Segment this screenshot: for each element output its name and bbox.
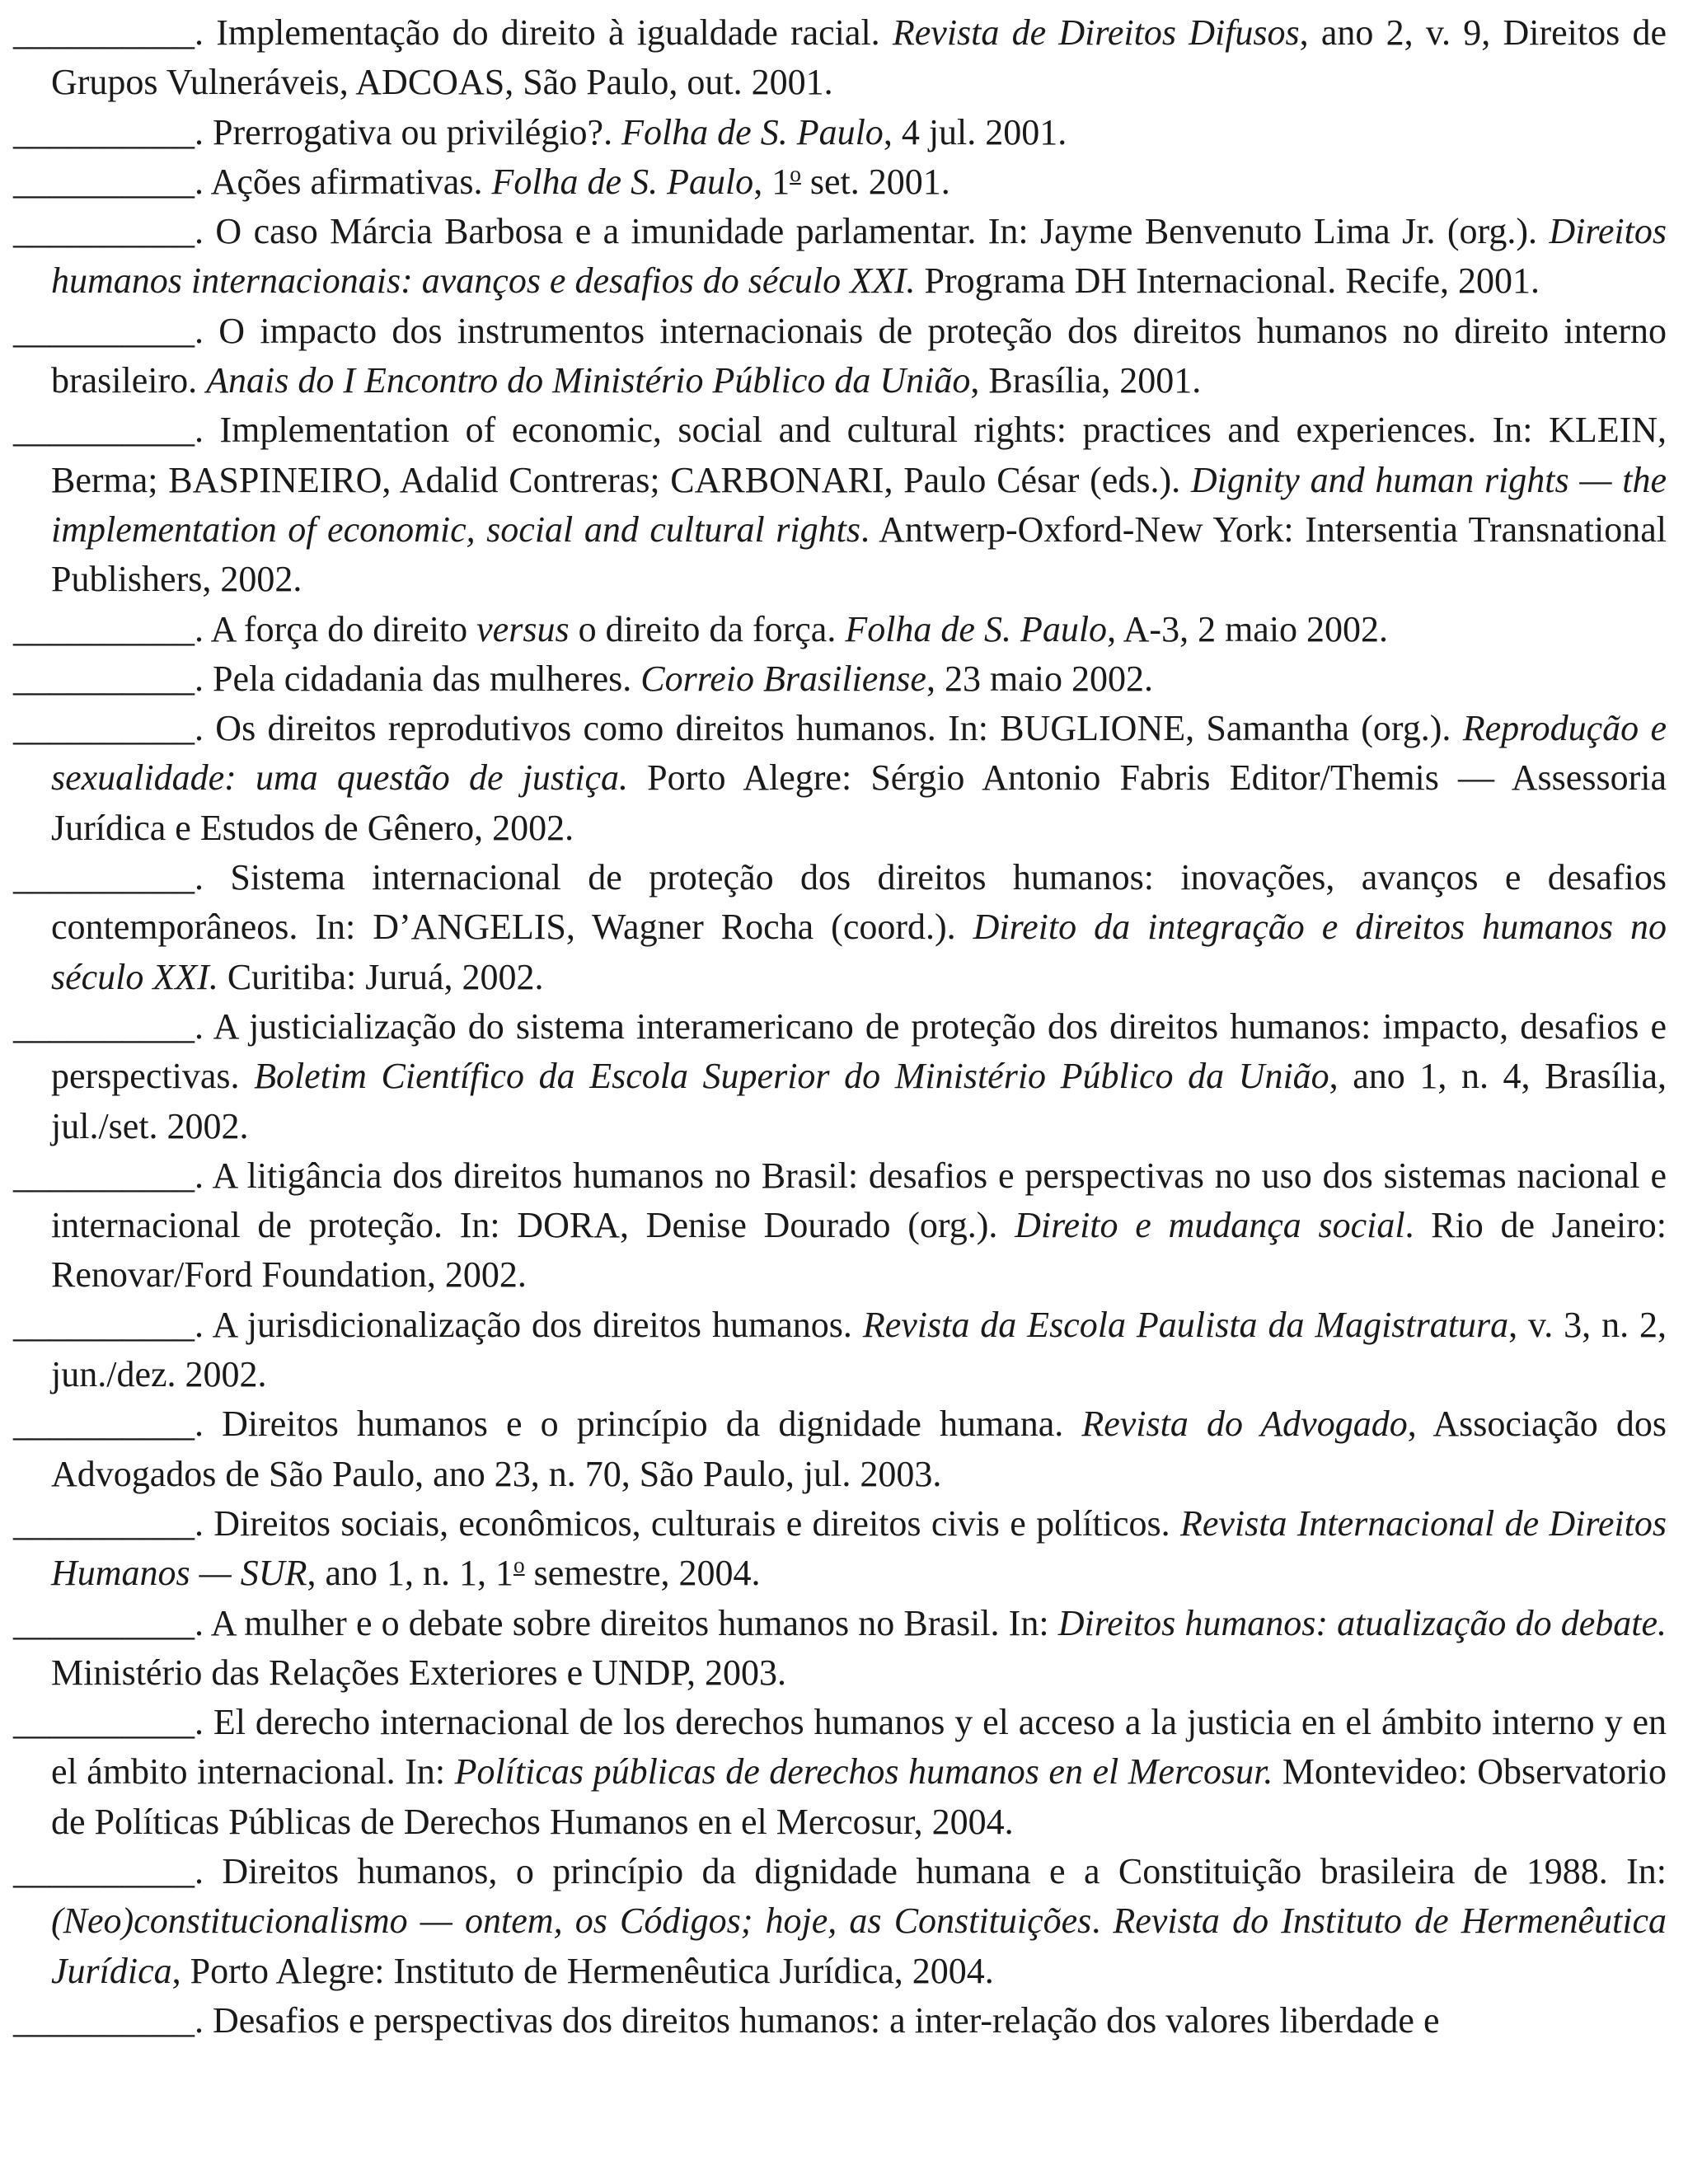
reference-text: . A força do direito (195, 608, 477, 649)
author-repeat-dash: __________ (13, 1702, 195, 1743)
reference-text: . Ações afirmativas. (195, 161, 492, 202)
reference-text: . (1091, 1900, 1114, 1942)
italic-title: Revista do Advogado (1081, 1404, 1408, 1445)
italic-title: Políticas públicas de derechos humanos en el Mercosur. (454, 1751, 1273, 1793)
reference-entry-17 (13, 1698, 1667, 1847)
reference-text: Montevideo: Observatorio de Políticas Públicas de Derechos Humanos en el Mercosur, 2004. (51, 1751, 1667, 1842)
reference-text: . Antwerp-Oxford-New York: Intersentia Transnational Publishers, 2002. (51, 509, 1667, 600)
reference-text: , Associação dos Advogados de São Paulo, ano 23, n. 70, São Paulo, jul. 2003. (51, 1404, 1667, 1494)
italic-title: Direitos humanos internacionais: avanços e desafios do século XXI. (51, 211, 1667, 302)
reference-text: . Direitos humanos e o princípio da dignidade humana. (195, 1404, 1082, 1445)
reference-text: Ministério das Relações Exteriores e UNDP, 2003. (51, 1652, 787, 1693)
reference-text: . A litigância dos direitos humanos no Brasil: desafios e perspectivas no uso dos sistemas nacional e internacional de proteção. In: DORA, Denise Dourado (org.). (51, 1155, 1667, 1246)
author-repeat-dash: __________ (13, 1005, 195, 1047)
author-repeat-dash: __________ (13, 857, 195, 898)
reference-entry-14 (13, 1399, 1667, 1499)
reference-text: , v. 3, n. 2, jun./dez. 2002. (51, 1304, 1667, 1395)
italic-title: Revista do Instituto de Hermenêutica Jurídica (51, 1900, 1667, 1991)
author-repeat-dash: __________ (13, 211, 195, 252)
author-repeat-dash: __________ (13, 608, 195, 649)
reference-entry-5 (13, 307, 1667, 406)
reference-text: . Direitos humanos, o princípio da dignidade humana e a Constituição brasileira de 1988. In: (195, 1850, 1667, 1891)
reference-text: . El derecho internacional de los derechos humanos y el acceso a la justicia en el ámbito interno y en el ámbito internacional. In: (51, 1702, 1667, 1793)
reference-text: , ano 1, n. 4, Brasília, jul./set. 2002. (51, 1056, 1667, 1146)
author-repeat-dash: __________ (13, 1155, 195, 1196)
reference-list (13, 8, 1667, 2046)
reference-entry-6 (13, 405, 1667, 604)
reference-text: , Porto Alegre: Instituto de Hermenêutica Jurídica, 2004. (171, 1950, 994, 1991)
reference-text: , 23 maio 2002. (926, 658, 1153, 699)
reference-entry-8 (13, 654, 1667, 704)
author-repeat-dash: __________ (13, 12, 195, 53)
reference-text: , ano 2, v. 9, Direitos de Grupos Vulneráveis, ADCOAS, São Paulo, out. 2001. (51, 12, 1667, 103)
reference-text: , 1 (753, 161, 790, 202)
italic-title: Folha de S. Paulo (845, 608, 1108, 649)
reference-entry-3 (13, 157, 1667, 207)
reference-text: . Os direitos reprodutivos como direitos humanos. In: BUGLIONE, Samantha (org.). (195, 708, 1463, 749)
author-repeat-dash: __________ (13, 1502, 195, 1544)
reference-text: . Rio de Janeiro: Renovar/Ford Foundation, 2002. (51, 1205, 1667, 1296)
ordinal-superscript: o (513, 1553, 525, 1578)
italic-title: Direito da integração e direitos humanos no século XXI. (51, 907, 1667, 997)
italic-title: Folha de S. Paulo (491, 161, 754, 202)
reference-entry-10 (13, 853, 1667, 1002)
reference-text: , A-3, 2 maio 2002. (1107, 608, 1389, 649)
reference-text: . Direitos sociais, econômicos, culturais e direitos civis e políticos. (195, 1502, 1180, 1544)
reference-entry-11 (13, 1002, 1667, 1151)
reference-text: . O impacto dos instrumentos internacionais de proteção dos direitos humanos no direito interno brasileiro. (51, 310, 1667, 401)
italic-title: versus (476, 608, 570, 649)
reference-entry-19 (13, 1996, 1667, 2046)
reference-text: . A justicialização do sistema interamericano de proteção dos direitos humanos: impacto, desafios e perspectivas. (51, 1005, 1667, 1097)
italic-title: Folha de S. Paulo (621, 111, 884, 152)
italic-title: (Neo)constitucionalismo — ontem, os Códigos; hoje, as Constituições (51, 1900, 1092, 1942)
author-repeat-dash: __________ (13, 310, 195, 351)
author-repeat-dash: __________ (13, 658, 195, 699)
reference-text: Porto Alegre: Sérgio Antonio Fabris Editor/Themis — Assessoria Jurídica e Estudos de Gênero, 2002. (51, 757, 1667, 848)
author-repeat-dash: __________ (13, 161, 195, 202)
italic-title: Revista da Escola Paulista da Magistratura (862, 1304, 1509, 1345)
italic-title: Revista de Direitos Difusos (892, 12, 1300, 53)
ordinal-superscript: o (790, 161, 801, 186)
author-repeat-dash: __________ (13, 1850, 195, 1891)
reference-text: . Implementation of economic, social and cultural rights: practices and experiences. In: KLEIN, Berma; BASPINEIRO, Adalid Contreras; CARBONARI, Paulo César (eds.). (51, 410, 1667, 500)
author-repeat-dash: __________ (13, 1304, 195, 1345)
reference-text: Programa DH Internacional. Recife, 2001. (915, 260, 1540, 302)
author-repeat-dash: __________ (13, 111, 195, 152)
author-repeat-dash: __________ (13, 410, 195, 451)
reference-text: . Desafios e perspectivas dos direitos humanos: a inter-relação dos valores liberdade e (195, 1999, 1440, 2041)
author-repeat-dash: __________ (13, 1999, 195, 2041)
reference-entry-1 (13, 8, 1667, 108)
reference-text: . Pela cidadania das mulheres. (195, 658, 641, 699)
reference-text: . O caso Márcia Barbosa e a imunidade parlamentar. In: Jayme Benvenuto Lima Jr. (org.). (195, 211, 1550, 252)
reference-text: . Implementação do direito à igualdade racial. (195, 12, 893, 53)
italic-title: Direitos humanos: atualização do debate. (1057, 1602, 1667, 1643)
reference-entry-2 (13, 108, 1667, 157)
italic-title: Anais do I Encontro do Ministério Público da União (206, 360, 971, 401)
reference-entry-13 (13, 1301, 1667, 1400)
author-repeat-dash: __________ (13, 708, 195, 749)
italic-title: Direito e mudança social (1015, 1205, 1405, 1246)
reference-text: . A jurisdicionalização dos direitos humanos. (195, 1304, 863, 1345)
reference-entry-4 (13, 207, 1667, 307)
reference-entry-7 (13, 605, 1667, 654)
italic-title: Revista Internacional de Direitos Humanos — SUR (51, 1502, 1667, 1594)
reference-text: Curitiba: Juruá, 2002. (218, 956, 544, 997)
reference-text: , Brasília, 2001. (970, 360, 1202, 401)
reference-text: set. 2001. (800, 161, 950, 202)
reference-text: o direito da força. (569, 608, 846, 649)
italic-title: Correio Brasiliense (640, 658, 926, 699)
bibliography-page (13, 8, 1667, 2046)
reference-text: . Prerrogativa ou privilégio?. (195, 111, 622, 152)
reference-text: , 4 jul. 2001. (883, 111, 1067, 152)
italic-title: Reprodução e sexualidade: uma questão de justiça. (51, 708, 1667, 799)
italic-title: Boletim Científico da Escola Superior do Ministério Público da União (254, 1056, 1329, 1097)
reference-text: . Sistema internacional de proteção dos direitos humanos: inovações, avanços e desafios contemporâneos. In: D’ANGELIS, Wagner Rocha (coord.). (51, 857, 1667, 948)
reference-text: semestre, 2004. (524, 1553, 761, 1594)
reference-entry-18 (13, 1847, 1667, 1996)
reference-entry-12 (13, 1151, 1667, 1301)
reference-entry-9 (13, 704, 1667, 853)
reference-text: , ano 1, n. 1, 1 (307, 1553, 513, 1594)
reference-entry-16 (13, 1599, 1667, 1699)
author-repeat-dash: __________ (13, 1602, 195, 1643)
reference-entry-15 (13, 1499, 1667, 1599)
author-repeat-dash: __________ (13, 1404, 195, 1445)
italic-title: Dignity and human rights — the implementation of economic, social and cultural rights (51, 459, 1667, 550)
reference-text: . A mulher e o debate sobre direitos humanos no Brasil. In: (195, 1602, 1058, 1643)
